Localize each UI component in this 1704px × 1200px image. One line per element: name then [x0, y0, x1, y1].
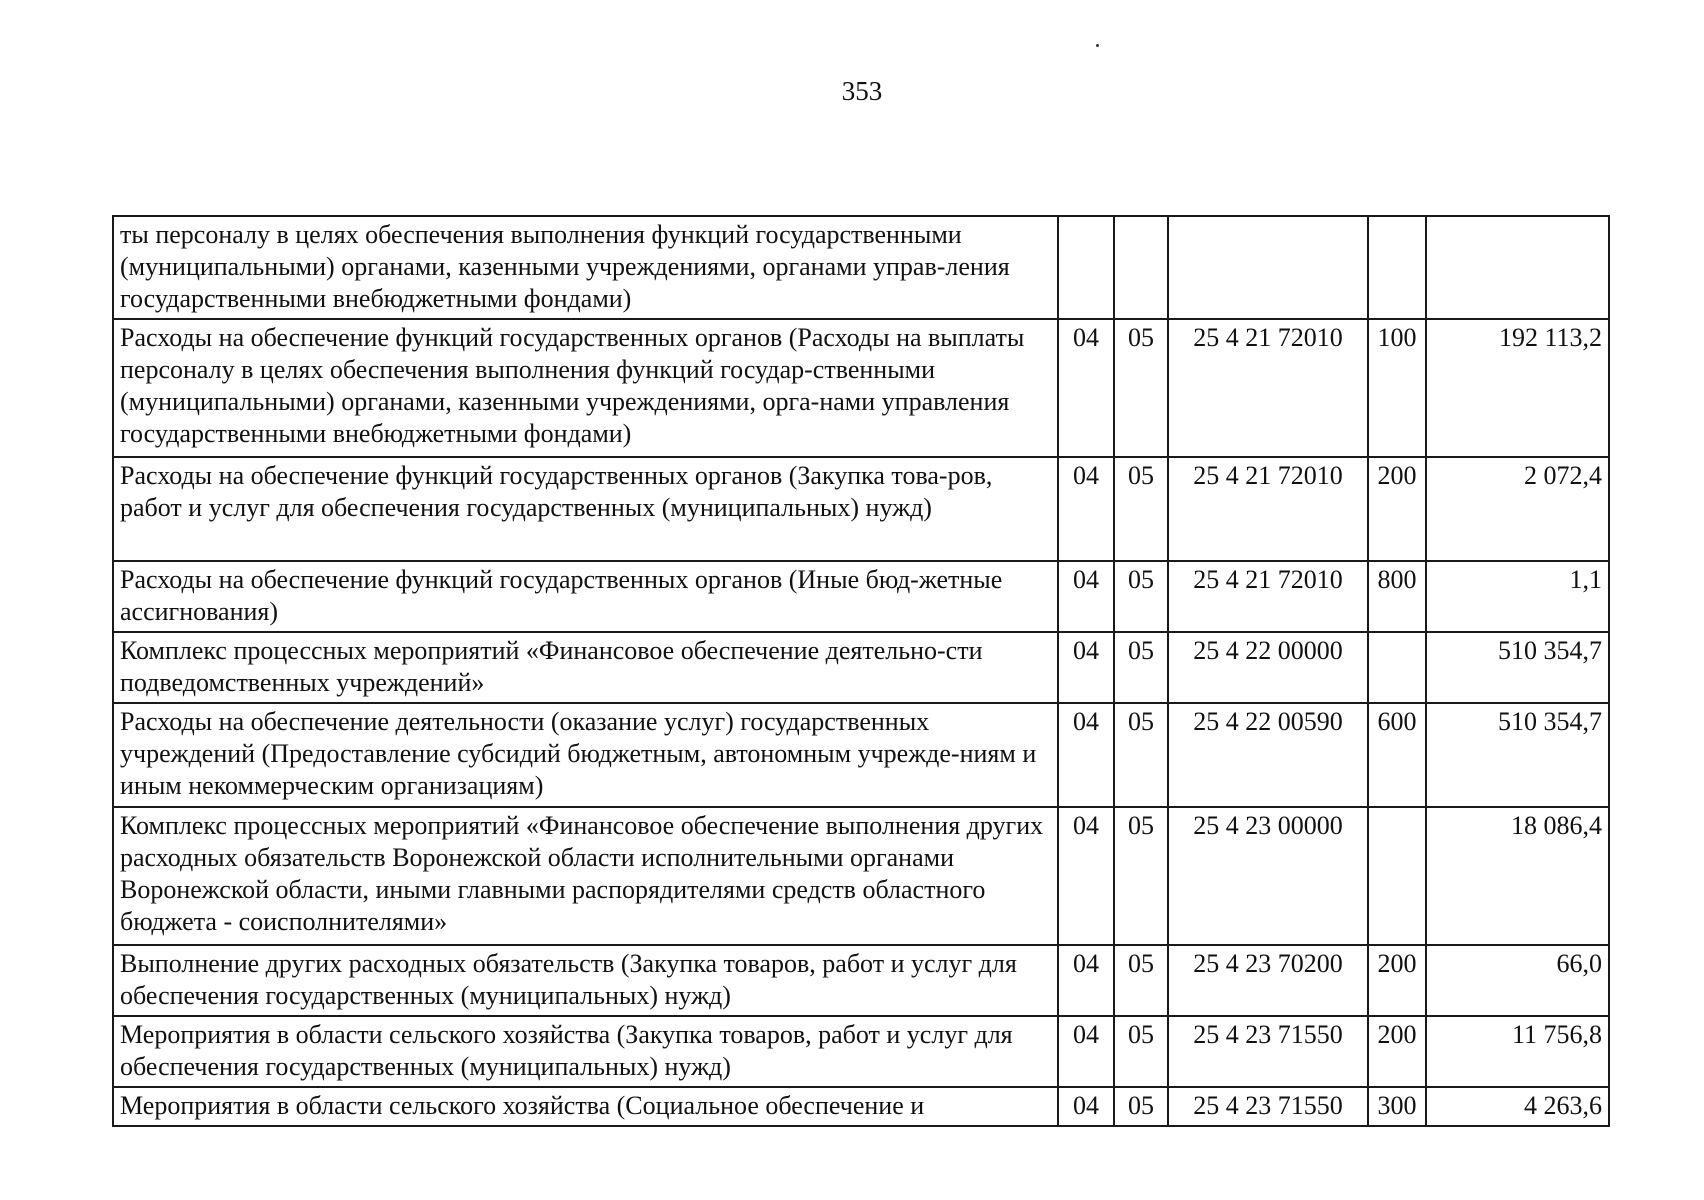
- section-code-cell: 04: [1058, 703, 1114, 807]
- table-row: [113, 945, 1609, 1016]
- section-code-cell: 04: [1058, 1087, 1114, 1126]
- expense-name-cell: Выполнение других расходных обязательств (Закупка товаров, работ и услуг для обеспечения государственных (муниципальных) нужд): [113, 945, 1058, 1016]
- amount-cell: 4 263,6: [1426, 1087, 1609, 1126]
- table-row: [113, 1016, 1609, 1087]
- stray-dot-mark: [1096, 44, 1099, 47]
- table-row: [113, 457, 1609, 561]
- expense-type-code-cell: [1368, 632, 1426, 703]
- expense-name-cell: Расходы на обеспечение деятельности (оказание услуг) государственных учреждений (Предоставление субсидий бюджетным, автономным учрежде-ниям и иным некоммерческим организациям): [113, 703, 1058, 807]
- expense-type-code-cell: [1368, 807, 1426, 945]
- table-row: [113, 561, 1609, 632]
- subsection-code-cell: 05: [1114, 319, 1168, 457]
- amount-cell: 2 072,4: [1426, 457, 1609, 561]
- expense-name-cell: Расходы на обеспечение функций государственных органов (Иные бюд-жетные ассигнования): [113, 561, 1058, 632]
- table-row: [113, 703, 1609, 807]
- target-item-code-cell: 25 4 22 00000: [1168, 632, 1368, 703]
- expense-type-code-cell: 100: [1368, 319, 1426, 457]
- amount-cell: 510 354,7: [1426, 703, 1609, 807]
- target-item-code-cell: 25 4 23 70200: [1168, 945, 1368, 1016]
- section-code-cell: 04: [1058, 945, 1114, 1016]
- target-item-code-cell: 25 4 23 71550: [1168, 1087, 1368, 1126]
- target-item-code-cell: 25 4 22 00590: [1168, 703, 1368, 807]
- budget-table: [112, 215, 1610, 1127]
- subsection-code-cell: [1114, 216, 1168, 319]
- expense-name-cell: Комплекс процессных мероприятий «Финансовое обеспечение деятельно-сти подведомственных учреждений»: [113, 632, 1058, 703]
- expense-type-code-cell: [1368, 216, 1426, 319]
- subsection-code-cell: 05: [1114, 1016, 1168, 1087]
- subsection-code-cell: 05: [1114, 807, 1168, 945]
- expense-name-cell: Расходы на обеспечение функций государственных органов (Закупка това-ров, работ и услуг для обеспечения государственных (муниципальных) нужд): [113, 457, 1058, 561]
- expense-type-code-cell: 200: [1368, 945, 1426, 1016]
- expense-name-cell: Расходы на обеспечение функций государственных органов (Расходы на выплаты персоналу в целях обеспечения выполнения функций государ-ственными (муниципальными) органами, казенными учреждениями, орга-нами управления государственными внебюджетными фондами): [113, 319, 1058, 457]
- section-code-cell: [1058, 216, 1114, 319]
- table-row: [113, 1087, 1609, 1126]
- expense-name-cell: Комплекс процессных мероприятий «Финансовое обеспечение выполнения других расходных обязательств Воронежской области исполнительными органами Воронежской области, иными главными распорядителями средств областного бюджета - соисполнителями»: [113, 807, 1058, 945]
- amount-cell: 66,0: [1426, 945, 1609, 1016]
- amount-cell: 1,1: [1426, 561, 1609, 632]
- expense-name-cell: Мероприятия в области сельского хозяйства (Закупка товаров, работ и услуг для обеспечения государственных (муниципальных) нужд): [113, 1016, 1058, 1087]
- subsection-code-cell: 05: [1114, 457, 1168, 561]
- page-number: 353: [841, 76, 883, 106]
- table-row: [113, 216, 1609, 319]
- amount-cell: [1426, 216, 1609, 319]
- subsection-code-cell: 05: [1114, 632, 1168, 703]
- expense-type-code-cell: 300: [1368, 1087, 1426, 1126]
- subsection-code-cell: 05: [1114, 945, 1168, 1016]
- amount-cell: 510 354,7: [1426, 632, 1609, 703]
- section-code-cell: 04: [1058, 457, 1114, 561]
- section-code-cell: 04: [1058, 807, 1114, 945]
- table-row: [113, 807, 1609, 945]
- section-code-cell: 04: [1058, 561, 1114, 632]
- target-item-code-cell: [1168, 216, 1368, 319]
- section-code-cell: 04: [1058, 1016, 1114, 1087]
- target-item-code-cell: 25 4 23 71550: [1168, 1016, 1368, 1087]
- amount-cell: 11 756,8: [1426, 1016, 1609, 1087]
- section-code-cell: 04: [1058, 319, 1114, 457]
- subsection-code-cell: 05: [1114, 703, 1168, 807]
- target-item-code-cell: 25 4 23 00000: [1168, 807, 1368, 945]
- expense-type-code-cell: 800: [1368, 561, 1426, 632]
- subsection-code-cell: 05: [1114, 1087, 1168, 1126]
- expense-type-code-cell: 600: [1368, 703, 1426, 807]
- target-item-code-cell: 25 4 21 72010: [1168, 319, 1368, 457]
- expense-name-cell: Мероприятия в области сельского хозяйства (Социальное обеспечение и: [113, 1087, 1058, 1126]
- budget-table-body: [113, 216, 1609, 1126]
- target-item-code-cell: 25 4 21 72010: [1168, 561, 1368, 632]
- expense-type-code-cell: 200: [1368, 457, 1426, 561]
- target-item-code-cell: 25 4 21 72010: [1168, 457, 1368, 561]
- expense-type-code-cell: 200: [1368, 1016, 1426, 1087]
- amount-cell: 18 086,4: [1426, 807, 1609, 945]
- subsection-code-cell: 05: [1114, 561, 1168, 632]
- expense-name-cell: ты персоналу в целях обеспечения выполнения функций государственными (муниципальными) органами, казенными учреждениями, органами управ-ления государственными внебюджетными фондами): [113, 216, 1058, 319]
- amount-cell: 192 113,2: [1426, 319, 1609, 457]
- table-row: [113, 632, 1609, 703]
- section-code-cell: 04: [1058, 632, 1114, 703]
- table-row: [113, 319, 1609, 457]
